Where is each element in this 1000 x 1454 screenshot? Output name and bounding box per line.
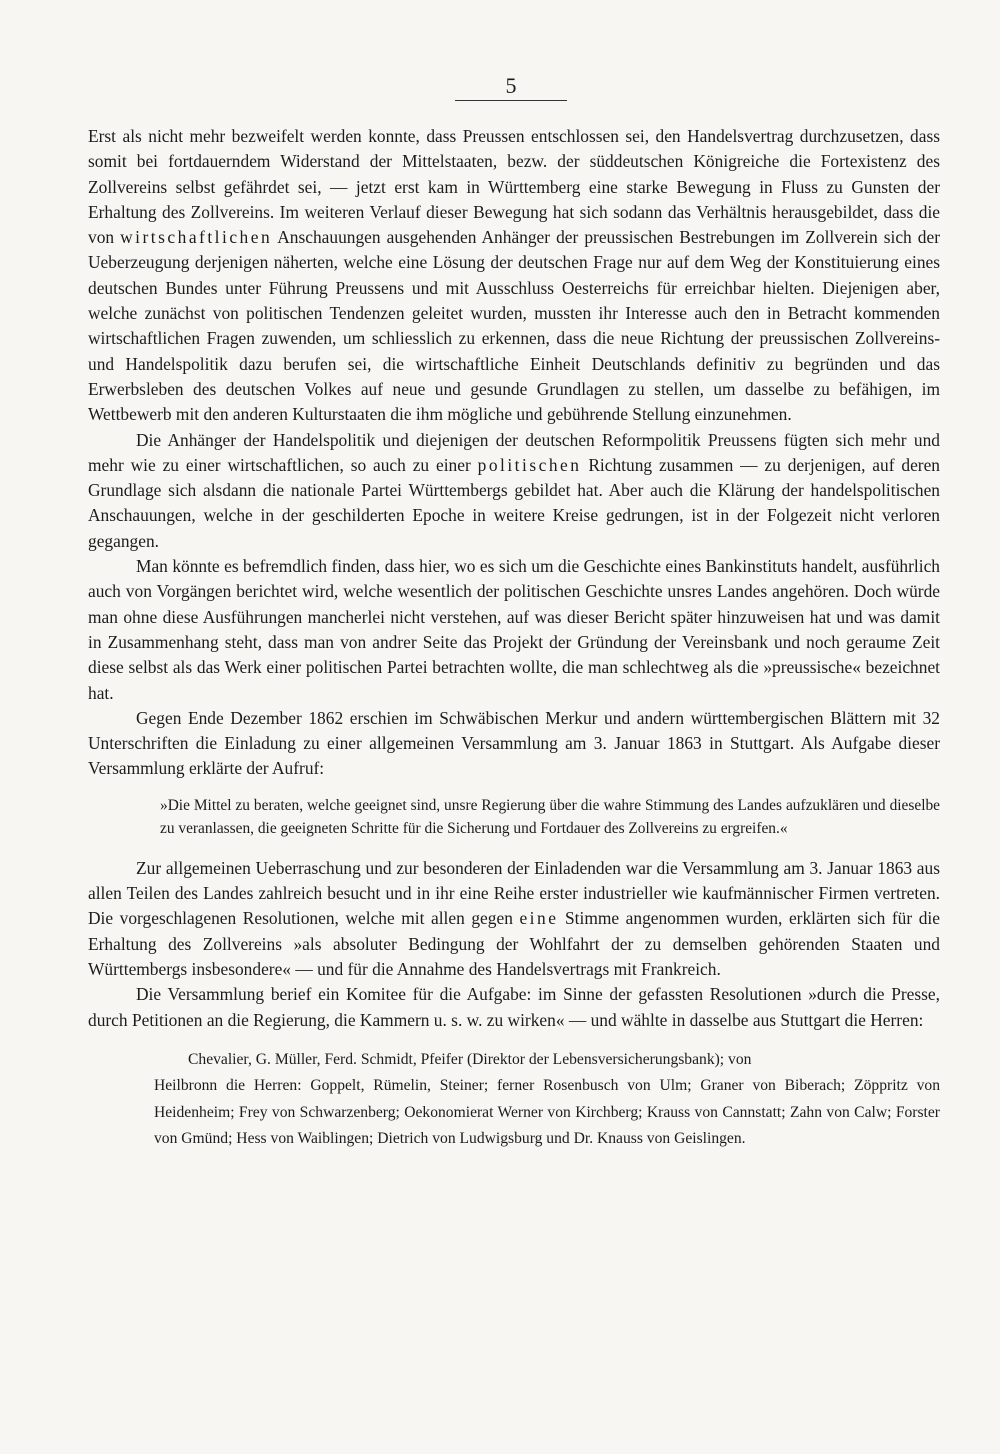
committee-members-list bbox=[88, 1047, 940, 1153]
paragraph-5-rest: Stimme angenommen wurden, erklärten sich für die Erhaltung des Zollvereins »als absoluter Bedingung der Wohlfahrt der zu demselben gehörenden Staaten und Württembergs insbesondere« — und für die Annahme des Handelsvertrags mit Frankreich. bbox=[88, 908, 940, 979]
page-number: 5 bbox=[455, 74, 567, 101]
paragraph-2 bbox=[88, 428, 940, 554]
emphasis-wirtschaftlichen: wirtschaftlichen bbox=[120, 227, 273, 248]
emphasis-eine: eine bbox=[519, 908, 559, 929]
body-text bbox=[88, 124, 940, 1153]
quoted-appeal: »Die Mittel zu beraten, welche geeignet sind, unsre Regierung über die wahre Stimmung des Landes aufzuklären und dieselbe zu veranlassen, die geeigneten Schritte für die Sicherung und Fortdauer des Zollvereins zu ergreifen.« bbox=[160, 796, 940, 838]
committee-members-rest: Heilbronn die Herren: Goppelt, Rümelin, Steiner; ferner Rosenbusch von Ulm; Graner von Biberach; Zöppritz von Heidenheim; Frey von Schwarzenberg; Oekonomierat Werner von Kirchberg; Krauss von Cannstatt; Zahn von Calw; Forster von Gmünd; Hess von Waiblingen; Dietrich von Ludwigsburg und Dr. Knauss von Geislingen. bbox=[154, 1077, 940, 1148]
emphasis-politischen: politischen bbox=[477, 454, 582, 475]
paragraph-1-rest: Anschauungen ausgehenden Anhänger der preussischen Bestrebungen im Zollverein sich der Ueberzeugung derjenigen näherten, welche eine Lösung der deutschen Frage nur auf dem Weg der Konstituierung eines deutschen Bundes unter Führung Preussens und mit Ausschluss Oesterreichs für erreichbar hielten. Diejenigen aber, welche zunächst von politischen Tendenzen geleitet wurden, mussten ihr Interesse auch den in Betracht kommenden wirtschaftlichen Fragen zuwenden, um schliesslich zu erkennen, dass die neue Richtung der preussischen Zollvereins- und Handelspolitik dazu berufen sei, die wirtschaftliche Einheit Deutschlands definitiv zu begründen und das Erwerbsleben des deutschen Volkes auf neue und gesunde Grundlagen zu stellen, um dasselbe zu befähigen, im Wettbewerb mit den anderen Kulturstaaten die ihm mögliche und gebührende Stellung einzunehmen. bbox=[88, 227, 940, 425]
paragraph-2-rest: Richtung zusammen — zu derjenigen, auf deren Grundlage sich alsdann die nationale Partei Württembergs gebildet hat. Aber auch die Klärung der handelspolitischen Anschauungen, welche in der geschilderten Epoche in weitere Kreise gedrungen, ist in der Folgezeit nicht verloren gegangen. bbox=[88, 454, 940, 551]
paragraph-3: Man könnte es befremdlich finden, dass hier, wo es sich um die Geschichte eines Bankinstituts handelt, ausführlich auch von Vorgängen berichtet wird, welche wesentlich der politischen Geschichte unsres Landes angehören. Doch würde man ohne diese Ausführungen mancherlei nicht verstehen, auf was dieser Bericht später hinzuweisen hat und was damit in Zusammenhang steht, dass man von andrer Seite das Projekt der Gründung der Vereinsbank und noch geraume Zeit diese selbst als das Werk einer politischen Partei betrachten wollte, die man schlechtweg als die »preussische« bezeichnet hat. bbox=[88, 556, 940, 703]
paragraph-4: Gegen Ende Dezember 1862 erschien im Schwäbischen Merkur und andern württembergischen Blättern mit 32 Unterschriften die Einladung zu einer allgemeinen Versammlung am 3. Januar 1863 in Stuttgart. Als Aufgabe dieser Versammlung erklärte der Aufruf: bbox=[88, 707, 940, 779]
committee-members-first-line: Chevalier, G. Müller, Ferd. Schmidt, Pfeifer (Direktor der Lebensversicherungsbank); von bbox=[188, 1050, 752, 1068]
paragraph-6: Die Versammlung berief ein Komitee für die Aufgabe: im Sinne der gefassten Resolutionen »durch die Presse, durch Petitionen an die Regierung, die Kammern u. s. w. zu wirken« — und wählte in dasselbe aus Stuttgart die Herren: bbox=[88, 984, 940, 1030]
paragraph-1-start: Erst als nicht mehr bezweifelt werden konnte, dass Preussen entschlossen sei, den Handelsvertrag durchzusetzen, dass somit bei fortdauerndem Widerstand der Mittelstaaten, bezw. der süddeutschen Königreiche die Fortexistenz des Zollvereins selbst gefährdet sei, — jetzt erst kam in Württemberg eine starke Bewegung in Fluss zu Gunsten der Erhaltung des Zollvereins. Im weiteren Verlauf dieser Bewegung hat sich sodann das Verhältnis herausgebildet, dass die von bbox=[88, 126, 940, 248]
paragraph-2-start: Die Anhänger der Handelspolitik und diejenigen der deutschen Reformpolitik Preussens fügten sich mehr und mehr wie zu einer wirtschaftlichen, so auch zu einer bbox=[88, 429, 940, 475]
paragraph-5 bbox=[88, 856, 940, 982]
paragraph-1 bbox=[88, 124, 940, 428]
paragraph-5-start: Zur allgemeinen Ueberraschung und zur besonderen der Einladenden war die Versammlung am 3. Januar 1863 aus allen Teilen des Landes zahlreich besucht und in ihr eine Reihe erster industrieller wie kaufmännischer Firmen vertreten. Die vorgeschlagenen Resolutionen, welche mit allen gegen bbox=[88, 857, 940, 929]
